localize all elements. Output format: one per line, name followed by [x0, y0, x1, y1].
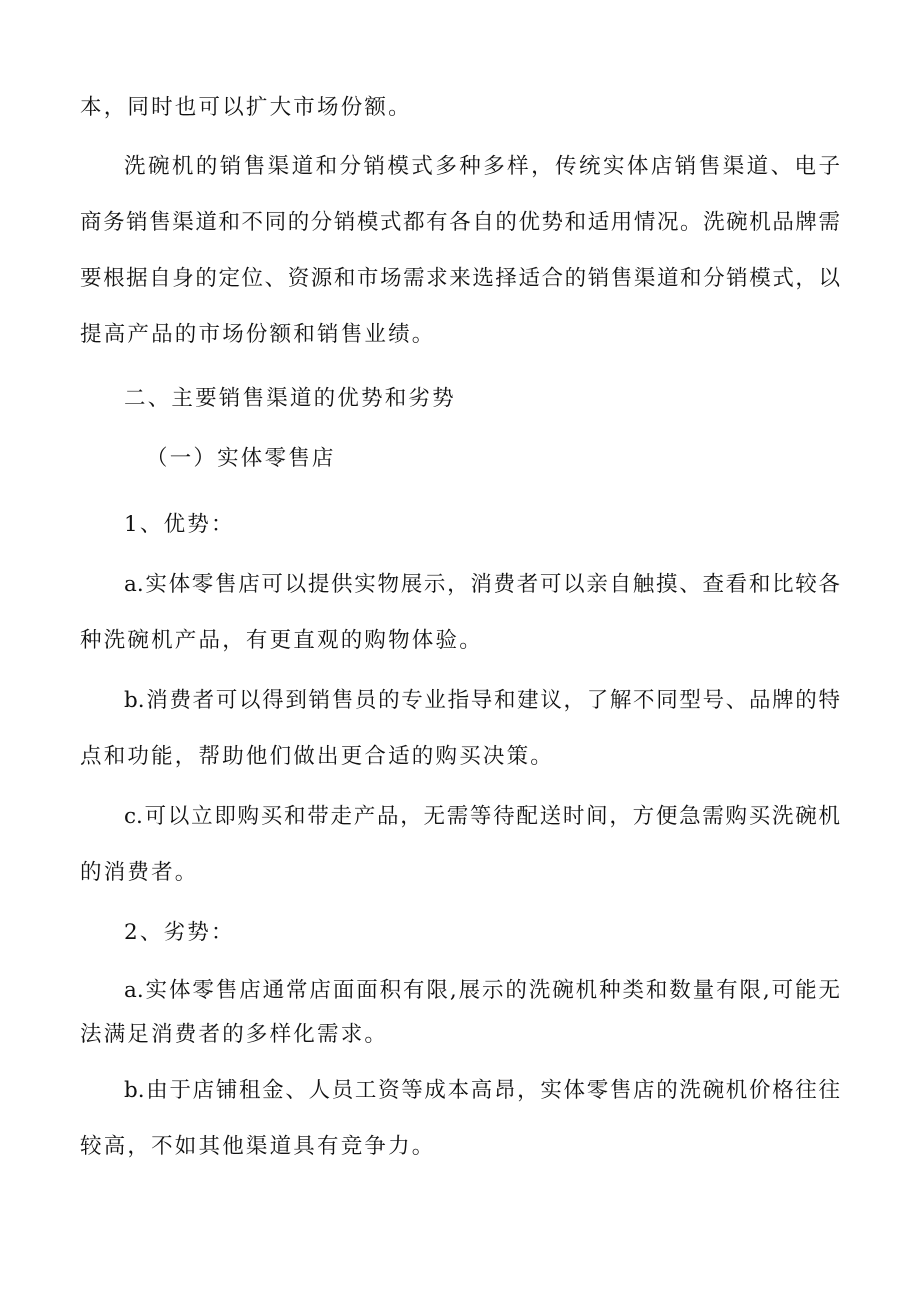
list-item-line: 法满足消费者的多样化需求。: [80, 1022, 389, 1047]
list-item-line: b.消费者可以得到销售员的专业指导和建议，了解不同型号、品牌的特: [124, 688, 840, 713]
paragraph-line: 提高产品的市场份额和销售业绩。: [80, 322, 436, 347]
paragraph-line: 商务销售渠道和不同的分销模式都有各自的优势和适用情况。洗碗机品牌需: [80, 210, 840, 235]
list-heading: 1、优势：: [124, 512, 235, 537]
subsection-heading: （一）实体零售店: [146, 446, 336, 471]
list-item-line: 的消费者。: [80, 860, 199, 885]
paragraph-line: 要根据自身的定位、资源和市场需求来选择适合的销售渠道和分销模式，以: [80, 266, 840, 291]
paragraph-line: 洗碗机的销售渠道和分销模式多种多样，传统实体店销售渠道、电子: [124, 154, 840, 179]
paragraph-line: 本，同时也可以扩大市场份额。: [80, 95, 412, 120]
list-item-line: c.可以立即购买和带走产品，无需等待配送时间，方便急需购买洗碗机: [124, 804, 840, 829]
list-item-line: a.实体零售店可以提供实物展示，消费者可以亲自触摸、查看和比较各: [124, 572, 840, 597]
list-item-line: 较高，不如其他渠道具有竞争力。: [80, 1134, 436, 1159]
list-heading: 2、劣势：: [124, 920, 235, 945]
list-item-line: a.实体零售店通常店面面积有限,展示的洗碗机种类和数量有限,可能无: [124, 978, 840, 1003]
list-item-line: 种洗碗机产品，有更直观的购物体验。: [80, 628, 483, 653]
section-heading: 二、主要销售渠道的优势和劣势: [124, 386, 456, 411]
list-item-line: b.由于店铺租金、人员工资等成本高昂，实体零售店的洗碗机价格往往: [124, 1078, 840, 1103]
list-item-line: 点和功能，帮助他们做出更合适的购买决策。: [80, 744, 555, 769]
